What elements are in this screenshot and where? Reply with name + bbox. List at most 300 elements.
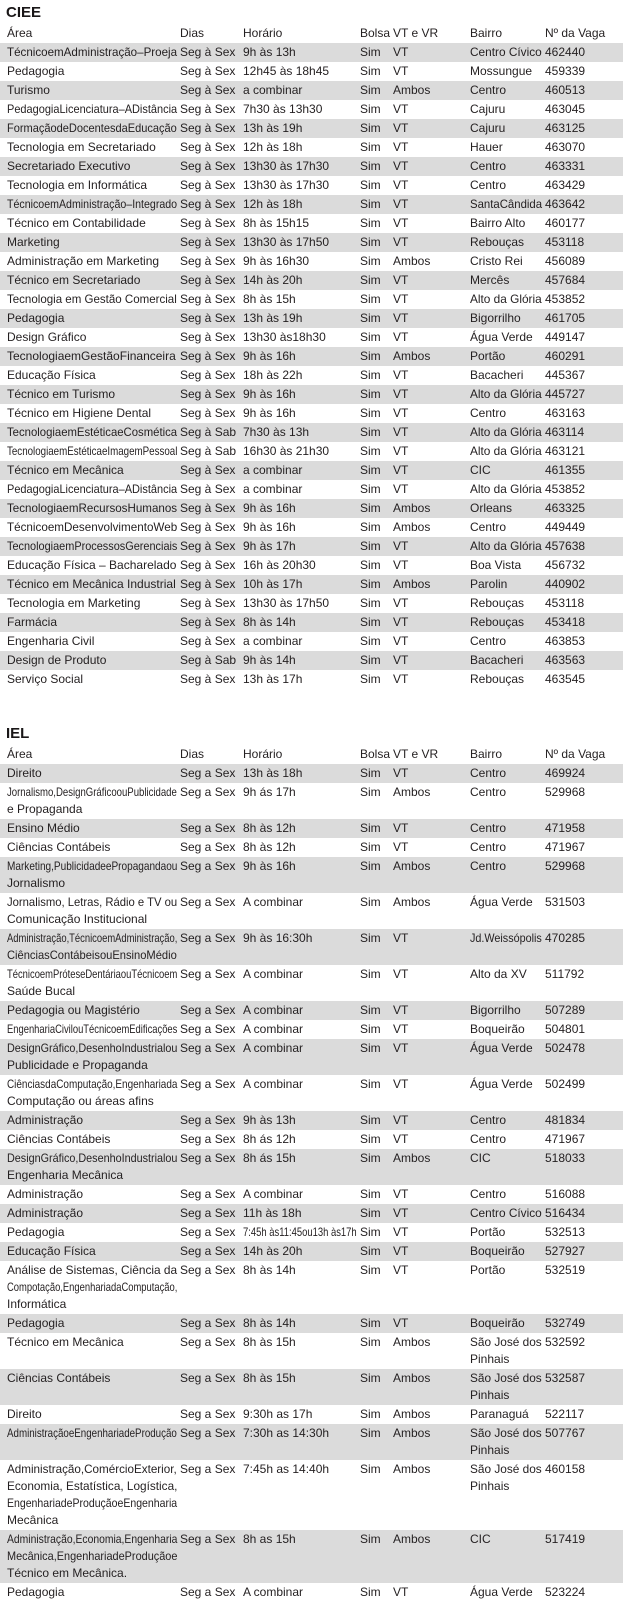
cell-horario: 13h às 19h (243, 311, 303, 325)
cell-bairro: Portão (470, 1263, 506, 1277)
cell-bolsa: Sim (360, 292, 381, 306)
cell-area: Tecnologia em Marketing (7, 596, 141, 610)
cell-dias: Seg a Sex (180, 931, 236, 945)
cell-vaga: 469924 (545, 766, 586, 780)
cell-horario: 8h às 15h (243, 292, 296, 306)
cell-bolsa: Sim (360, 634, 381, 648)
cell-vaga: 457684 (545, 273, 586, 287)
cell-dias: Seg a Sex (180, 785, 236, 799)
cell-bolsa: Sim (360, 83, 381, 97)
cell-bairro: SantaCândida (470, 197, 543, 211)
cell-horario: a combinar (243, 634, 303, 648)
cell-bolsa: Sim (360, 821, 381, 835)
table-row (0, 157, 623, 176)
cell-bairro: São José dos Pinhais (470, 1426, 542, 1457)
cell-horario: a combinar (243, 482, 303, 496)
cell-bolsa: Sim (360, 235, 381, 249)
table-row (0, 838, 623, 857)
cell-horario: 9h às 16h (243, 387, 296, 401)
cell-bairro: Rebouças (470, 596, 525, 610)
cell-vaga: 456732 (545, 558, 586, 572)
cell-vt-vr: Ambos (393, 1371, 431, 1385)
cell-vt-vr: VT (393, 1003, 409, 1017)
cell-area: PedagogiaLicenciatura–ADistância (7, 102, 178, 116)
cell-horario: 8h às 14h (243, 615, 296, 629)
cell-bolsa: Sim (360, 1263, 381, 1277)
cell-bolsa: Sim (360, 1225, 381, 1239)
cell-vaga: 445367 (545, 368, 586, 382)
cell-bairro: Centro (470, 406, 507, 420)
cell-dias: Seg à Sex (180, 83, 236, 97)
cell-dias: Seg a Sex (180, 1003, 236, 1017)
cell-horario: 14h às 20h (243, 273, 303, 287)
cell-bolsa: Sim (360, 501, 381, 515)
table-row (0, 1460, 623, 1530)
cell-vt-vr: VT (393, 121, 409, 135)
cell-area: TécnicoemDesenvolvimentoWeb (7, 520, 178, 534)
cell-dias: Seg a Sex (180, 1187, 236, 1201)
cell-bairro: São José dos Pinhais (470, 1462, 542, 1493)
cell-vaga: 463429 (545, 178, 586, 192)
cell-area: Direito (7, 766, 42, 780)
cell-bolsa: Sim (360, 1426, 381, 1440)
cell-area: Secretariado Executivo (7, 159, 131, 173)
cell-bolsa: Sim (360, 444, 381, 458)
cell-horario: 8h às 15h (243, 1335, 296, 1349)
cell-bairro: Bigorrilho (470, 1003, 521, 1017)
cell-bolsa: Sim (360, 1335, 381, 1349)
table-row (0, 783, 623, 819)
cell-bolsa: Sim (360, 1022, 381, 1036)
cell-horario: A combinar (243, 1585, 304, 1599)
cell-vt-vr: VT (393, 1244, 409, 1258)
cell-bolsa: Sim (360, 859, 381, 873)
cell-bolsa: Sim (360, 311, 381, 325)
cell-vaga: 470285 (545, 931, 586, 945)
column-header: Dias (180, 26, 205, 40)
cell-horario: A combinar (243, 895, 304, 909)
cell-vaga: 453118 (545, 596, 585, 610)
cell-vt-vr: VT (393, 1132, 409, 1146)
cell-dias: Seg a Sex (180, 1244, 236, 1258)
cell-vt-vr: Ambos (393, 859, 431, 873)
cell-area: EngenhariaCivilouTécnicoemEdificações (7, 1022, 178, 1036)
cell-vaga: 511792 (545, 967, 585, 981)
cell-area: Técnico em Higiene Dental (7, 406, 152, 420)
cell-vt-vr: Ambos (393, 520, 431, 534)
cell-vt-vr: Ambos (393, 254, 431, 268)
cell-area: Educação Física (7, 1244, 96, 1258)
cell-bairro: Boqueirão (470, 1316, 525, 1330)
column-header: Dias (180, 747, 205, 761)
cell-vaga: 463070 (545, 140, 586, 154)
cell-horario: a combinar (243, 463, 303, 477)
cell-vaga: 463114 (545, 425, 585, 439)
table-row (0, 1075, 623, 1111)
cell-vaga: 522117 (545, 1407, 585, 1421)
table-row (0, 893, 623, 929)
cell-bairro: Centro (470, 859, 507, 873)
cell-area: Ciências Contábeis (7, 1371, 111, 1385)
table-row (0, 100, 623, 119)
table-row (0, 404, 623, 423)
table-row (0, 423, 623, 442)
table-row (0, 1261, 623, 1314)
cell-dias: Seg a Sex (180, 1462, 236, 1476)
cell-bolsa: Sim (360, 121, 381, 135)
cell-vt-vr: VT (393, 1041, 409, 1055)
cell-horario: 7h30 às 13h30 (243, 102, 323, 116)
ciee-table (0, 4, 623, 689)
cell-area: Administração (7, 1187, 84, 1201)
cell-dias: Seg à Sex (180, 45, 236, 59)
table-row (0, 764, 623, 783)
cell-bairro: Centro (470, 83, 507, 97)
cell-bairro: Centro Cívico (470, 45, 542, 59)
cell-vaga: 463125 (545, 121, 586, 135)
cell-dias: Seg à Sex (180, 539, 236, 553)
cell-bairro: Jd.Weissópolis (470, 931, 542, 945)
cell-dias: Seg à Sex (180, 235, 236, 249)
cell-vt-vr: VT (393, 1225, 409, 1239)
cell-vaga: 507289 (545, 1003, 586, 1017)
cell-bolsa: Sim (360, 1003, 381, 1017)
cell-bairro: Alto da XV (470, 967, 527, 981)
table-row (0, 385, 623, 404)
cell-bairro: São José dos Pinhais (470, 1335, 542, 1366)
cell-vt-vr: VT (393, 292, 409, 306)
cell-vaga: 507767 (545, 1426, 586, 1440)
cell-bolsa: Sim (360, 254, 381, 268)
cell-vaga: 532513 (545, 1225, 586, 1239)
column-header: Bolsa (360, 747, 391, 761)
cell-vt-vr: VT (393, 273, 409, 287)
cell-bairro: Rebouças (470, 235, 525, 249)
cell-vt-vr: VT (393, 387, 409, 401)
cell-bairro: Alto da Glória (470, 292, 542, 306)
table-row (0, 499, 623, 518)
iel-table-rows (0, 764, 623, 1602)
cell-vaga: 463045 (545, 102, 586, 116)
table-row (0, 233, 623, 252)
cell-bolsa: Sim (360, 615, 381, 629)
cell-horario: 13h30 às 17h30 (243, 159, 330, 173)
cell-horario: 9h às 16:30h (243, 931, 313, 945)
cell-bairro: Boqueirão (470, 1244, 525, 1258)
cell-vt-vr: VT (393, 216, 409, 230)
cell-bolsa: Sim (360, 406, 381, 420)
cell-vaga: 471958 (545, 821, 586, 835)
cell-vaga: 457638 (545, 539, 586, 553)
cell-vt-vr: VT (393, 45, 409, 59)
table-row (0, 929, 623, 965)
column-header: Nº da Vaga (545, 26, 606, 40)
cell-horario: 8h ás 12h (243, 1132, 296, 1146)
table-row (0, 965, 623, 1001)
cell-bairro: Alto da Glória (470, 444, 542, 458)
cell-area: Marketing,PublicidadeePropagandaou Jornalismo (7, 859, 178, 890)
cell-bairro: Centro (470, 634, 507, 648)
cell-vt-vr: VT (393, 1113, 409, 1127)
cell-dias: Seg à Sex (180, 273, 236, 287)
cell-dias: Seg à Sex (180, 387, 236, 401)
column-header: Bairro (470, 26, 503, 40)
cell-area: Marketing (7, 235, 60, 249)
cell-vt-vr: VT (393, 140, 409, 154)
cell-bairro: Centro (470, 840, 507, 854)
cell-bolsa: Sim (360, 520, 381, 534)
cell-bairro: Água Verde (470, 1041, 533, 1055)
cell-area: TecnologiaemEstéticaeCosmética (7, 425, 178, 439)
column-header: Horário (243, 26, 283, 40)
cell-bolsa: Sim (360, 967, 381, 981)
cell-dias: Seg à Sex (180, 672, 236, 686)
table-row (0, 670, 623, 689)
cell-horario: A combinar (243, 1022, 304, 1036)
cell-vt-vr: VT (393, 1263, 409, 1277)
cell-dias: Seg à Sex (180, 596, 236, 610)
table-row (0, 176, 623, 195)
ciee-table-rows (0, 43, 623, 689)
cell-dias: Seg à Sex (180, 178, 236, 192)
cell-horario: 9h às 13h (243, 1113, 296, 1127)
cell-vt-vr: Ambos (393, 895, 431, 909)
cell-area: Administração,ComércioExterior, Economia, Estatística, Logística, EngenhariadeProduçãoeEngenharia Mecânica (7, 1462, 178, 1527)
cell-dias: Seg a Sex (180, 766, 236, 780)
cell-dias: Seg a Sex (180, 1407, 236, 1421)
cell-dias: Seg à Sex (180, 102, 236, 116)
cell-bairro: Centro (470, 785, 507, 799)
table-row (0, 632, 623, 651)
cell-bairro: Centro (470, 1187, 507, 1201)
cell-area: Ciências Contábeis (7, 1132, 111, 1146)
cell-bairro: Cristo Rei (470, 254, 523, 268)
cell-bairro: Alto da Glória (470, 387, 542, 401)
cell-horario: 7:30h as 14:30h (243, 1426, 330, 1440)
table-row (0, 518, 623, 537)
cell-horario: 8h às 12h (243, 821, 296, 835)
cell-vaga: 462440 (545, 45, 586, 59)
cell-vaga: 463642 (545, 197, 586, 211)
cell-area: Pedagogia (7, 1585, 65, 1599)
table-row (0, 1369, 623, 1405)
cell-area: FormaçãodeDocentesdaEducação (7, 121, 177, 135)
cell-horario: a combinar (243, 83, 303, 97)
cell-vt-vr: VT (393, 1187, 409, 1201)
cell-bairro: Bacacheri (470, 653, 524, 667)
cell-bolsa: Sim (360, 463, 381, 477)
table-row (0, 594, 623, 613)
cell-area: Design de Produto (7, 653, 107, 667)
cell-vt-vr: Ambos (393, 1151, 431, 1165)
cell-bairro: Boa Vista (470, 558, 522, 572)
cell-bolsa: Sim (360, 1371, 381, 1385)
cell-dias: Seg à Sex (180, 140, 236, 154)
table-row (0, 138, 623, 157)
cell-dias: Seg à Sex (180, 197, 236, 211)
table-row (0, 119, 623, 138)
cell-horario: 13h30 às 17h50 (243, 235, 330, 249)
cell-bairro: Água Verde (470, 330, 533, 344)
cell-bairro: Mossungue (470, 64, 533, 78)
cell-horario: 9h às 16h (243, 520, 296, 534)
table-row (0, 1405, 623, 1424)
cell-bolsa: Sim (360, 197, 381, 211)
cell-vt-vr: VT (393, 558, 409, 572)
cell-dias: Seg à Sex (180, 349, 236, 363)
cell-vaga: 471967 (545, 840, 586, 854)
cell-vt-vr: VT (393, 821, 409, 835)
cell-dias: Seg a Sex (180, 1151, 236, 1165)
cell-vaga: 461705 (545, 311, 586, 325)
cell-vaga: 453852 (545, 482, 586, 496)
table-row (0, 1204, 623, 1223)
cell-horario: 10h às 17h (243, 577, 303, 591)
table-row (0, 195, 623, 214)
table-row (0, 214, 623, 233)
cell-horario: 16h às 20h30 (243, 558, 316, 572)
cell-vaga: 453852 (545, 292, 586, 306)
table-row (0, 81, 623, 100)
cell-bairro: São José dos Pinhais (470, 1371, 542, 1402)
cell-dias: Seg à Sex (180, 254, 236, 268)
cell-horario: 14h às 20h (243, 1244, 303, 1258)
cell-horario: 7:45h às11:45ou13h às17h (243, 1225, 357, 1239)
cell-vaga: 463163 (545, 406, 586, 420)
cell-vaga: 449449 (545, 520, 586, 534)
cell-dias: Seg a Sex (180, 1132, 236, 1146)
cell-vt-vr: VT (393, 596, 409, 610)
cell-area: Tecnologia em Secretariado (7, 140, 156, 154)
cell-bairro: Centro (470, 821, 507, 835)
cell-vaga: 460158 (545, 1462, 586, 1476)
cell-vt-vr: VT (393, 406, 409, 420)
cell-bolsa: Sim (360, 596, 381, 610)
cell-dias: Seg a Sex (180, 1022, 236, 1036)
cell-horario: 9h às 16h (243, 349, 296, 363)
cell-dias: Seg a Sex (180, 1335, 236, 1349)
table-row (0, 1039, 623, 1075)
cell-area: Tecnologia em Gestão Comercial (7, 292, 177, 306)
cell-bairro: Centro (470, 766, 507, 780)
cell-bairro: Alto da Glória (470, 425, 542, 439)
cell-dias: Seg a Sex (180, 821, 236, 835)
cell-bairro: CIC (470, 1532, 491, 1546)
cell-area: TécnicoemAdministração–Integrado (7, 197, 178, 211)
table-row (0, 1149, 623, 1185)
cell-horario: 16h30 às 21h30 (243, 444, 330, 458)
cell-horario: A combinar (243, 1041, 304, 1055)
cell-bairro: Portão (470, 1225, 506, 1239)
table-row (0, 1314, 623, 1333)
cell-area: Administração,TécnicoemAdministração, CiênciasContábeisouEnsinoMédio (7, 931, 178, 962)
cell-dias: Seg à Sex (180, 463, 236, 477)
cell-dias: Seg à Sex (180, 216, 236, 230)
cell-vt-vr: VT (393, 766, 409, 780)
iel-table-title: IEL (6, 725, 30, 742)
cell-dias: Seg a Sex (180, 1585, 236, 1599)
column-header: Área (7, 747, 33, 761)
column-header: Bairro (470, 747, 503, 761)
cell-dias: Seg à Sex (180, 121, 236, 135)
column-header: VT e VR (393, 26, 439, 40)
cell-bairro: Alto da Glória (470, 539, 542, 553)
cell-vaga: 453418 (545, 615, 586, 629)
cell-area: TecnologiaemEstéticaeImagemPessoal (7, 444, 178, 458)
cell-bairro: Centro (470, 178, 507, 192)
cell-vt-vr: VT (393, 1022, 409, 1036)
cell-vaga: 502478 (545, 1041, 586, 1055)
cell-horario: 8h às 15h15 (243, 216, 310, 230)
cell-horario: 9h às 17h (243, 539, 296, 553)
cell-bolsa: Sim (360, 425, 381, 439)
cell-vaga: 532519 (545, 1263, 586, 1277)
cell-area: Ciências Contábeis (7, 840, 111, 854)
cell-horario: 9:30h as 17h (243, 1407, 313, 1421)
table-row (0, 43, 623, 62)
table-row (0, 271, 623, 290)
table-row (0, 1424, 623, 1460)
cell-horario: A combinar (243, 1077, 304, 1091)
cell-horario: 8h às 14h (243, 1263, 296, 1277)
cell-horario: 9h às 14h (243, 653, 296, 667)
cell-bolsa: Sim (360, 1041, 381, 1055)
cell-vaga: 463325 (545, 501, 586, 515)
iel-table (0, 725, 623, 1602)
cell-vt-vr: VT (393, 159, 409, 173)
cell-bolsa: Sim (360, 216, 381, 230)
table-row (0, 366, 623, 385)
cell-vt-vr: Ambos (393, 1462, 431, 1476)
cell-vaga: 461355 (545, 463, 586, 477)
cell-bairro: Rebouças (470, 615, 525, 629)
cell-dias: Seg à Sex (180, 406, 236, 420)
cell-bolsa: Sim (360, 1316, 381, 1330)
cell-bairro: Cajuru (470, 102, 506, 116)
cell-area: DesignGráfico,DesenhoIndustrialou Publicidade e Propaganda (7, 1041, 178, 1072)
cell-bairro: Cajuru (470, 121, 506, 135)
cell-vaga: 523224 (545, 1585, 586, 1599)
cell-vaga: 463563 (545, 653, 586, 667)
cell-dias: Seg à Sex (180, 292, 236, 306)
cell-dias: Seg a Sex (180, 1225, 236, 1239)
cell-horario: 12h45 às 18h45 (243, 64, 330, 78)
cell-horario: 8h as 15h (243, 1532, 296, 1546)
cell-bolsa: Sim (360, 785, 381, 799)
cell-bolsa: Sim (360, 178, 381, 192)
cell-bairro: CIC (470, 1151, 491, 1165)
column-header: Horário (243, 747, 283, 761)
cell-bairro: CIC (470, 463, 491, 477)
cell-vaga: 445727 (545, 387, 586, 401)
cell-vt-vr: VT (393, 615, 409, 629)
cell-bolsa: Sim (360, 140, 381, 154)
cell-vaga: 518033 (545, 1151, 586, 1165)
cell-area: Técnico em Secretariado (7, 273, 141, 287)
ciee-table-title: CIEE (6, 4, 42, 21)
cell-bolsa: Sim (360, 672, 381, 686)
cell-bolsa: Sim (360, 840, 381, 854)
cell-area: Pedagogia (7, 1316, 65, 1330)
cell-horario: A combinar (243, 1187, 304, 1201)
cell-bairro: Parolin (470, 577, 508, 591)
cell-bolsa: Sim (360, 349, 381, 363)
cell-vaga: 456089 (545, 254, 586, 268)
table-row (0, 309, 623, 328)
cell-dias: Seg à Sex (180, 501, 236, 515)
cell-vaga: 453118 (545, 235, 585, 249)
column-header: VT e VR (393, 747, 439, 761)
